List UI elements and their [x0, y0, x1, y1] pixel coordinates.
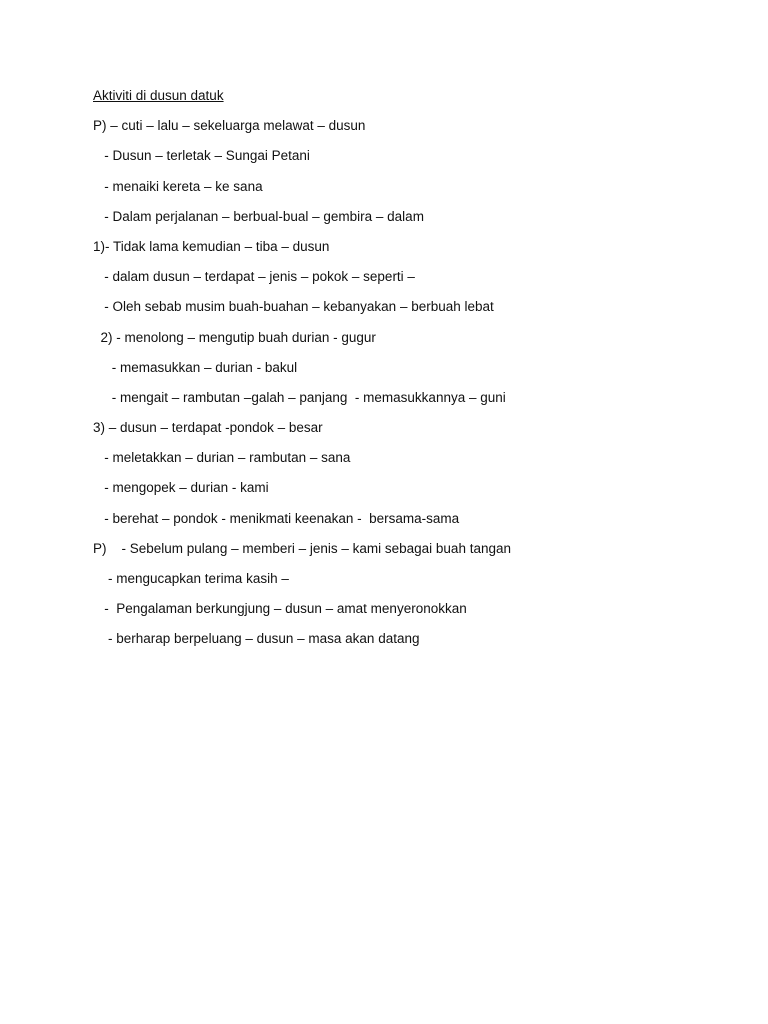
document-line: - menaiki kereta – ke sana [93, 178, 263, 194]
document-line: P) - Sebelum pulang – memberi – jenis – kami sebagai buah tangan [93, 540, 511, 556]
document-line: - memasukkan – durian - bakul [93, 359, 298, 375]
document-line: - mengucapkan terima kasih – [93, 571, 289, 586]
document-line: - Dusun – terletak – Sungai Petani [93, 148, 310, 164]
document-line: - dalam dusun – terdapat – jenis – pokok – seperti – [93, 269, 415, 285]
document-line: 1)- Tidak lama kemudian – tiba – dusun [93, 238, 330, 254]
document-line: - berehat – pondok - menikmati keenakan - bersama-sama [93, 510, 460, 526]
document-line: - berharap berpeluang – dusun – masa akan datang [93, 631, 420, 647]
document-line: 3) – dusun – terdapat -pondok – besar [93, 420, 323, 436]
document-line: - meletakkan – durian – rambutan – sana [93, 450, 351, 466]
document-title: Aktiviti di dusun datuk [93, 88, 224, 103]
document-line: - Dalam perjalanan – berbual-bual – gembira – dalam [93, 208, 424, 224]
document-body [93, 86, 733, 660]
document-line: - Pengalaman berkungjung – dusun – amat menyeronokkan [93, 601, 467, 617]
document-line: 2) - menolong – mengutip buah durian - gugur [93, 329, 376, 345]
document-line: - Oleh sebab musim buah-buahan – kebanyakan – berbuah lebat [93, 299, 494, 315]
document-line: P) – cuti – lalu – sekeluarga melawat – dusun [93, 118, 366, 134]
document-line: - mengopek – durian - kami [93, 480, 269, 496]
document-line: - mengait – rambutan –galah – panjang - memasukkannya – guni [93, 389, 506, 405]
